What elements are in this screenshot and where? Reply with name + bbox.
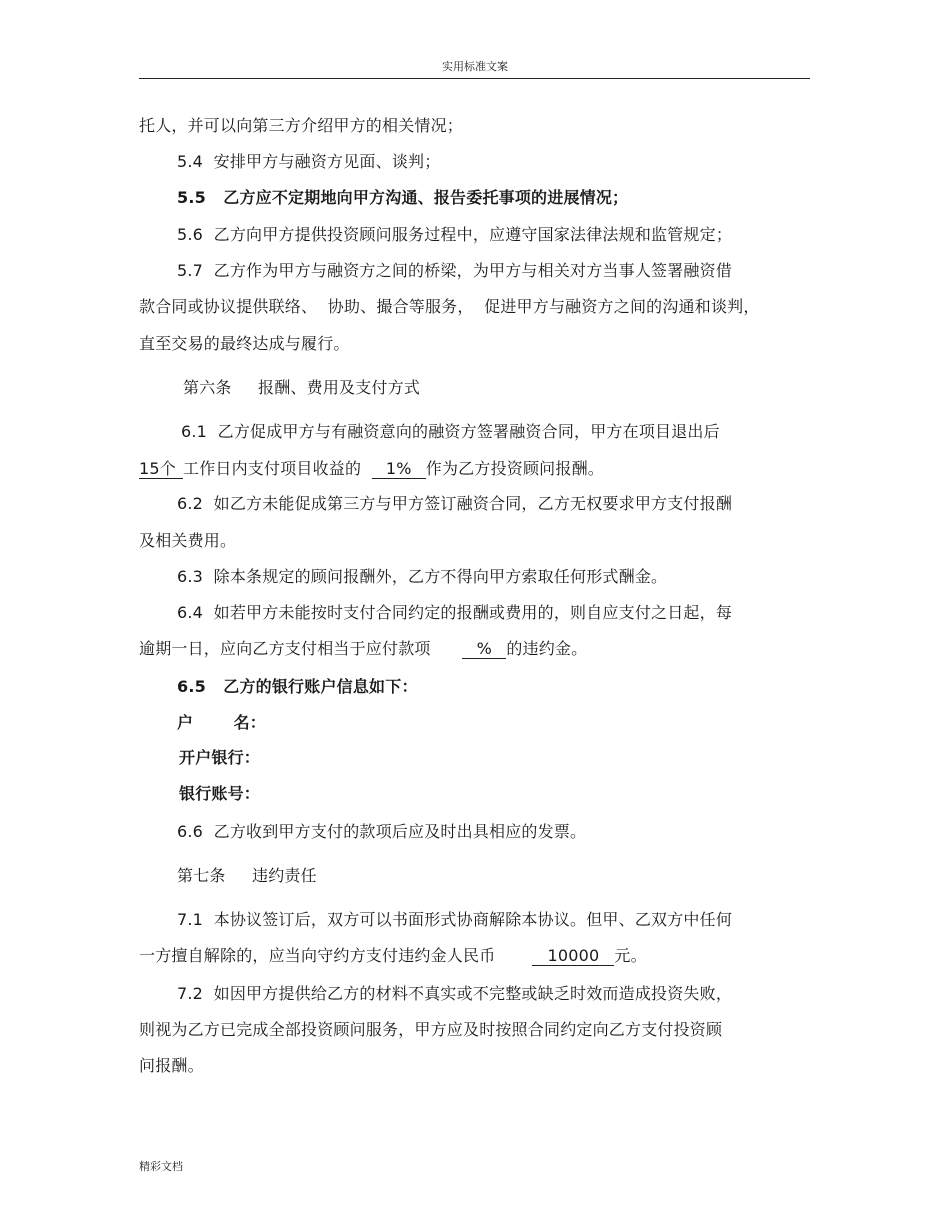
paragraph-line: 问报酬。 <box>139 1056 204 1075</box>
clause-5-5: 5.5 乙方应不定期地向甲方沟通、报告委托事项的进展情况； <box>177 188 629 207</box>
paragraph-line: 款合同或协议提供联络、 协助、撮合等服务， 促进甲方与融资方之间的沟通和谈判， <box>139 297 760 316</box>
account-number-field: 银行账号： <box>179 784 261 803</box>
bank-name-field: 开户银行： <box>179 748 261 767</box>
clause-6-2: 6.2 如乙方未能促成第三方与甲方签订融资合同，乙方无权要求甲方支付报酬 <box>177 494 733 513</box>
clause-6-3: 6.3 除本条规定的顾问报酬外，乙方不得向甲方索取任何形式酬金。 <box>177 567 668 586</box>
paragraph-line: 及相关费用。 <box>139 531 237 550</box>
clause-6-4-continued <box>139 639 587 659</box>
clause-7-2: 7.2 如因甲方提供给乙方的材料不真实或不完整或缺乏时效而造成投资失败， <box>177 984 733 1003</box>
fill-in-penalty-percent: % <box>462 640 506 659</box>
clause-5-4: 5.4 安排甲方与融资方见面、谈判； <box>177 152 441 171</box>
page-footer: 精彩文档 <box>139 1160 183 1173</box>
text-segment: 一方擅自解除的，应当向守约方支付违约金人民币 <box>139 946 496 965</box>
text-segment: 元。 <box>614 946 647 965</box>
text-segment: 的违约金。 <box>506 639 588 658</box>
fill-in-days: 15个 <box>139 460 183 479</box>
paragraph-line: 则视为乙方已完成全部投资顾问服务，甲方应及时按照合同约定向乙方支付投资顾 <box>139 1020 723 1039</box>
fill-in-percent: 1% <box>372 460 426 479</box>
paragraph-line: 托人，并可以向第三方介绍甲方的相关情况； <box>139 116 464 135</box>
article-7-heading: 第七条 违约责任 <box>177 866 317 885</box>
account-name-field: 户 名： <box>177 713 266 732</box>
clause-6-6: 6.6 乙方收到甲方支付的款项后应及时出具相应的发票。 <box>177 822 587 841</box>
text-segment: 逾期一日，应向乙方支付相当于应付款项 <box>139 639 431 658</box>
paragraph-line: 直至交易的最终达成与履行。 <box>139 334 350 353</box>
clause-6-1: 6.1 乙方促成甲方与有融资意向的融资方签署融资合同，甲方在项目退出后 <box>181 422 720 441</box>
page-header: 实用标准文案 <box>442 60 508 73</box>
clause-6-4: 6.4 如若甲方未能按时支付合同约定的报酬或费用的，则自应支付之日起，每 <box>177 603 733 622</box>
article-6-heading: 第六条 报酬、费用及支付方式 <box>183 378 421 397</box>
fill-in-penalty-amount: 10000 <box>532 947 614 966</box>
clause-7-1: 7.1 本协议签订后，双方可以书面形式协商解除本协议。但甲、乙双方中任何 <box>177 910 733 929</box>
text-segment: 工作日内支付项目收益的 <box>183 459 362 478</box>
text-segment: 作为乙方投资顾问报酬。 <box>425 459 604 478</box>
clause-7-1-continued <box>139 946 647 966</box>
clause-5-7: 5.7 乙方作为甲方与融资方之间的桥梁，为甲方与相关对方当事人签署融资借 <box>177 261 733 280</box>
clause-6-5: 6.5 乙方的银行账户信息如下： <box>177 677 418 696</box>
clause-5-6: 5.6 乙方向甲方提供投资顾问服务过程中，应遵守国家法律法规和监管规定； <box>177 225 733 244</box>
header-divider <box>139 78 810 79</box>
clause-6-1-continued <box>139 459 604 479</box>
